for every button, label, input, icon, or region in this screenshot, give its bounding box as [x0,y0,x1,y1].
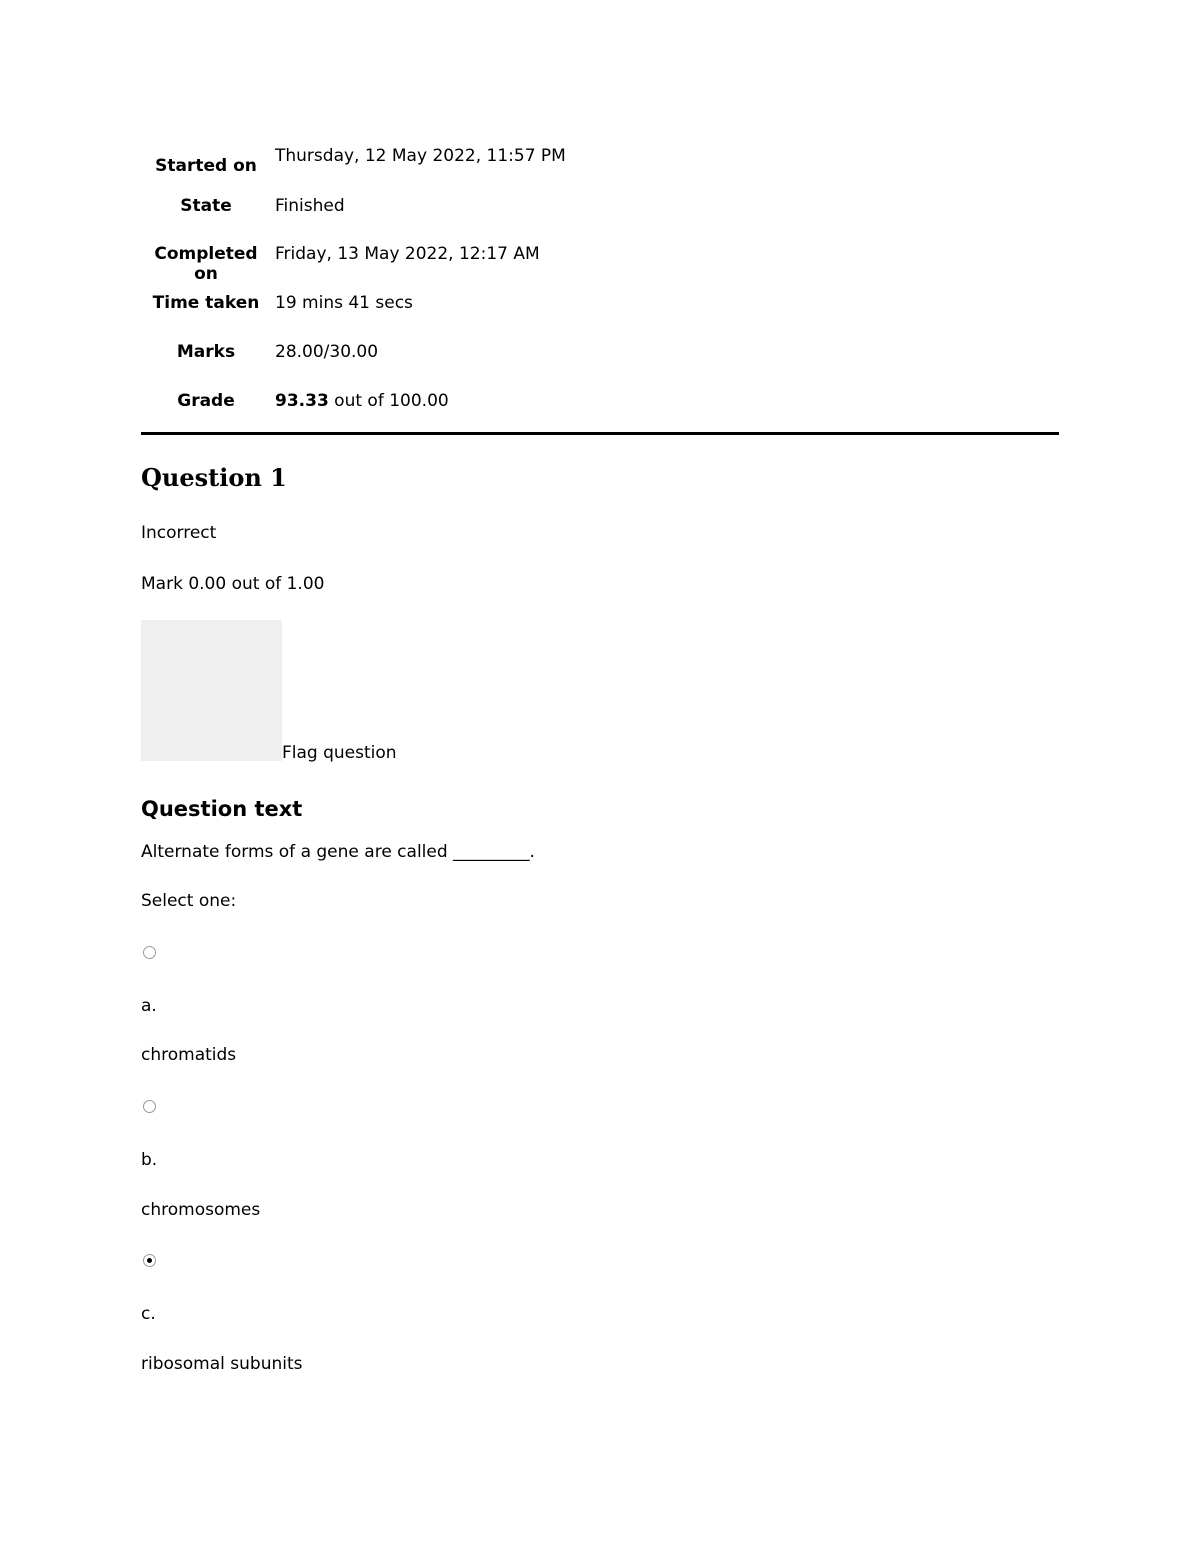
option-a-text[interactable]: chromatids [141,1045,237,1065]
grade-value [271,385,566,434]
attempt-summary-table [141,140,566,434]
option-c-radio[interactable] [143,1254,156,1267]
option-a-letter: a. [141,996,157,1016]
flag-question-link[interactable]: Flag question [282,743,397,763]
started-on-label: Started on [155,156,257,176]
question-mark: Mark 0.00 out of 1.00 [141,574,325,594]
horizontal-divider [141,432,1059,435]
grade-score: 93.33 [275,391,329,411]
question-prompt: Alternate forms of a gene are called _________. [141,842,535,862]
option-c-letter: c. [141,1304,156,1324]
option-b-radio[interactable] [143,1100,156,1113]
grade-out-of: out of 100.00 [328,391,449,411]
flag-icon[interactable] [141,620,282,761]
grade-label: Grade [177,391,235,411]
state-label: State [180,196,232,216]
state-value: Finished [275,196,345,216]
completed-on-value: Friday, 13 May 2022, 12:17 AM [275,244,540,264]
question-title: Question 1 [141,463,287,492]
marks-label: Marks [176,342,236,362]
time-taken-value: 19 mins 41 secs [275,293,413,313]
marks-value: 28.00/30.00 [275,342,379,362]
option-b-letter: b. [141,1150,158,1170]
completed-on-label: Completed on [154,244,258,284]
option-b-text[interactable]: chromosomes [141,1200,261,1220]
option-c-text[interactable]: ribosomal subunits [141,1354,303,1374]
question-text-heading: Question text [141,797,303,821]
option-a-radio[interactable] [143,946,156,959]
question-status: Incorrect [141,523,217,543]
started-on-value: Thursday, 12 May 2022, 11:57 PM [275,146,566,166]
time-taken-label: Time taken [152,293,260,313]
select-one-prompt: Select one: [141,891,237,911]
